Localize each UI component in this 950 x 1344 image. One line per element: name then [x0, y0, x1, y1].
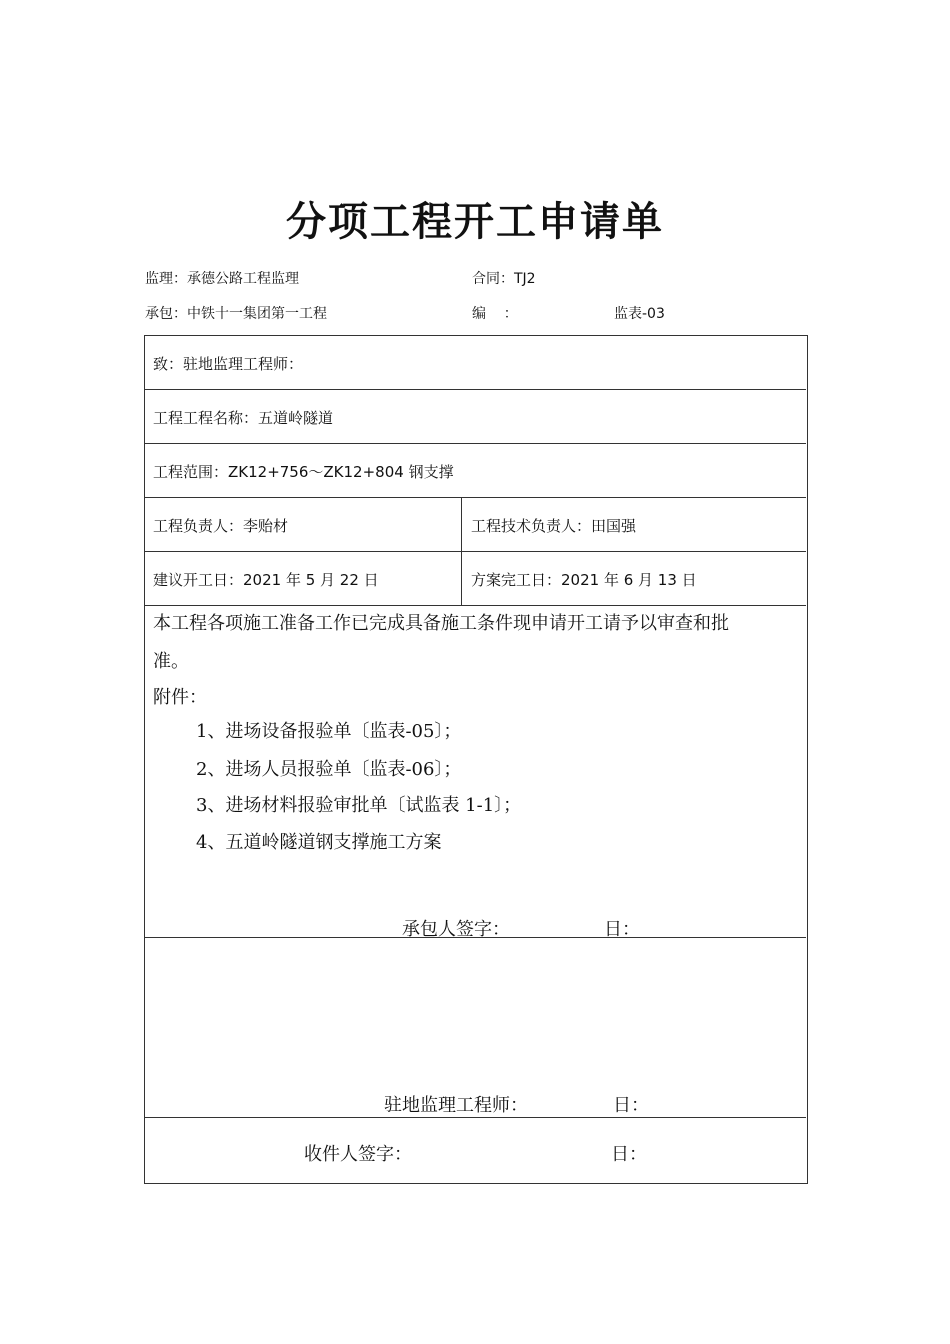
- attachment-item: 1、进场设备报验单〔监表-05〕；: [196, 721, 462, 742]
- document-title: 分项工程开工申请单: [286, 198, 664, 245]
- receiver-date-label: 日：: [611, 1144, 647, 1165]
- table-divider: [144, 551, 806, 552]
- attachments-label: 附件：: [153, 687, 207, 708]
- engineer-signature-label: 驻地监理工程师：: [384, 1095, 528, 1116]
- planned-finish-date: 方案完工日：2021 年 6 月 13 日: [471, 571, 697, 589]
- attachment-item: 2、进场人员报验单〔监表-06〕；: [196, 759, 462, 780]
- contractor-date-label: 日：: [604, 919, 640, 940]
- contract-number: 合同：TJ2: [472, 271, 536, 287]
- table-divider: [144, 389, 806, 390]
- column-divider: [461, 497, 462, 605]
- project-scope: 工程范围：ZK12+756～ZK12+804 钢支撑: [153, 463, 454, 481]
- contractor-signature-label: 承包人签字：: [402, 919, 510, 940]
- addressee: 致：驻地监理工程师：: [153, 355, 304, 373]
- proposed-start-date: 建议开工日：2021 年 5 月 22 日: [153, 571, 379, 589]
- project-name: 工程工程名称：五道岭隧道: [153, 409, 334, 427]
- technical-manager: 工程技术负责人：田国强: [471, 517, 637, 535]
- contractor-unit: 承包：中铁十一集团第一工程: [145, 306, 327, 322]
- attachment-item: 4、五道岭隧道钢支撑施工方案: [196, 832, 442, 853]
- receiver-signature-label: 收件人签字：: [304, 1144, 412, 1165]
- project-manager: 工程负责人：李贻材: [153, 517, 289, 535]
- application-statement: 本工程各项施工准备工作已完成具备施工条件现申请开工请予以审查和批: [153, 613, 729, 634]
- engineer-date-label: 日：: [613, 1095, 649, 1116]
- table-divider: [144, 497, 806, 498]
- number-label: 编 ：: [472, 306, 518, 322]
- form-code: 监表-03: [614, 306, 665, 322]
- supervision-unit: 监理：承德公路工程监理: [145, 271, 299, 287]
- table-divider: [144, 1117, 806, 1118]
- application-statement-cont: 准。: [153, 651, 189, 672]
- attachment-item: 3、进场材料报验审批单〔试监表 1-1〕；: [196, 795, 522, 816]
- table-divider: [144, 605, 806, 606]
- table-divider: [144, 443, 806, 444]
